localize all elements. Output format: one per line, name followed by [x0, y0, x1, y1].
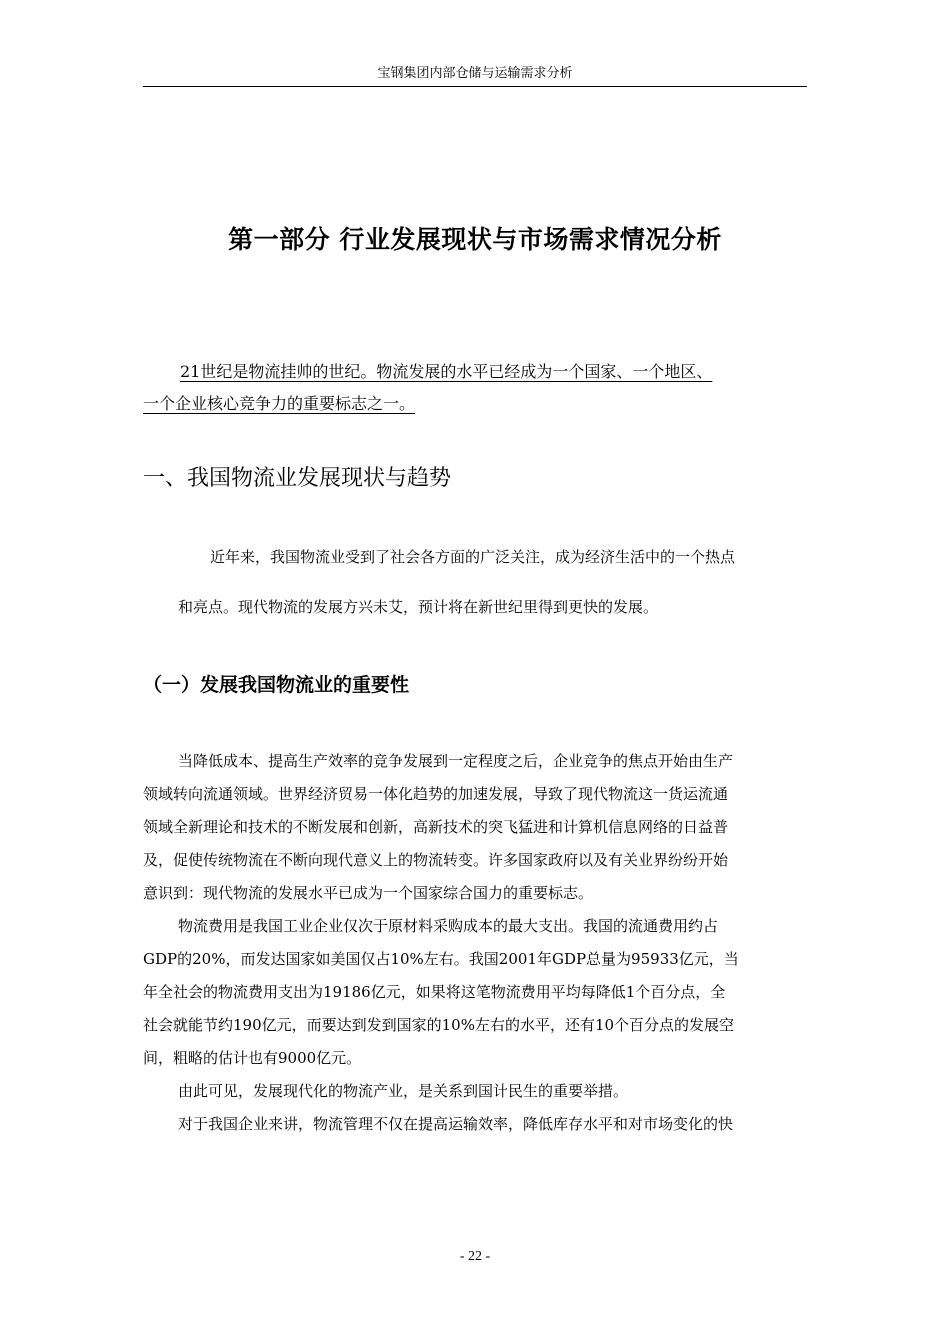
section-heading: 一、我国物流业发展现状与趋势: [143, 466, 452, 491]
paragraph-line: 及，促使传统物流在不断向现代意义上的物流转变。许多国家政府以及有关业界纷纷开始: [143, 851, 729, 869]
paragraph-line: 领域全新理论和技术的不断发展和创新，高新技术的突飞猛进和计算机信息网络的日益普: [143, 818, 729, 836]
paragraph-line: 意识到：现代物流的发展水平已成为一个国家综合国力的重要标志。: [143, 884, 594, 902]
intro-paragraph: [143, 356, 833, 420]
paragraph-line: GDP的20%，而发达国家如美国仅占10%左右。我国2001年GDP总量为95933亿元，当: [143, 950, 739, 968]
paragraph-line: 由此可见，发展现代化的物流产业，是关系到国计民生的重要举措。: [178, 1082, 629, 1100]
paragraph-line: 物流费用是我国工业企业仅次于原材料采购成本的最大支出。我国的流通费用约占: [178, 917, 719, 935]
body-text: [143, 746, 813, 1142]
section-lead-paragraph: [178, 544, 818, 620]
paragraph-line: 领域转向流通领域。世界经济贸易一体化趋势的加速发展，导致了现代物流这一货运流通: [143, 785, 729, 803]
paragraph-line: 社会就能节约190亿元，而要达到发到国家的10%左右的水平，还有10个百分点的发展空: [143, 1016, 735, 1034]
intro-line: 21世纪是物流挂帅的世纪。物流发展的水平已经成为一个国家、一个地区、: [180, 362, 713, 381]
intro-line: 一个企业核心竞争力的重要标志之一。: [143, 394, 416, 413]
page-header: [143, 64, 807, 87]
paragraph-line: 当降低成本、提高生产效率的竞争发展到一定程度之后，企业竞争的焦点开始由生产: [178, 752, 734, 770]
paragraph-line: 和亮点。现代物流的发展方兴未艾，预计将在新世纪里得到更快的发展。: [178, 598, 659, 616]
page-number: - 22 -: [459, 1249, 491, 1264]
subsection-heading: （一）发展我国物流业的重要性: [143, 674, 410, 696]
running-title: 宝钢集团内部仓储与运输需求分析: [377, 66, 573, 81]
paragraph-line: 年全社会的物流费用支出为19186亿元，如果将这笔物流费用平均每降低1个百分点，全: [143, 983, 726, 1001]
paragraph-line: 对于我国企业来讲，物流管理不仅在提高运输效率，降低库存水平和对市场变化的快: [178, 1115, 734, 1133]
document-title: 第一部分 行业发展现状与市场需求情况分析: [228, 225, 722, 254]
paragraph-line: 近年来，我国物流业受到了社会各方面的广泛关注，成为经济生活中的一个热点: [210, 548, 736, 566]
paragraph-line: 间，粗略的估计也有9000亿元。: [143, 1049, 362, 1067]
